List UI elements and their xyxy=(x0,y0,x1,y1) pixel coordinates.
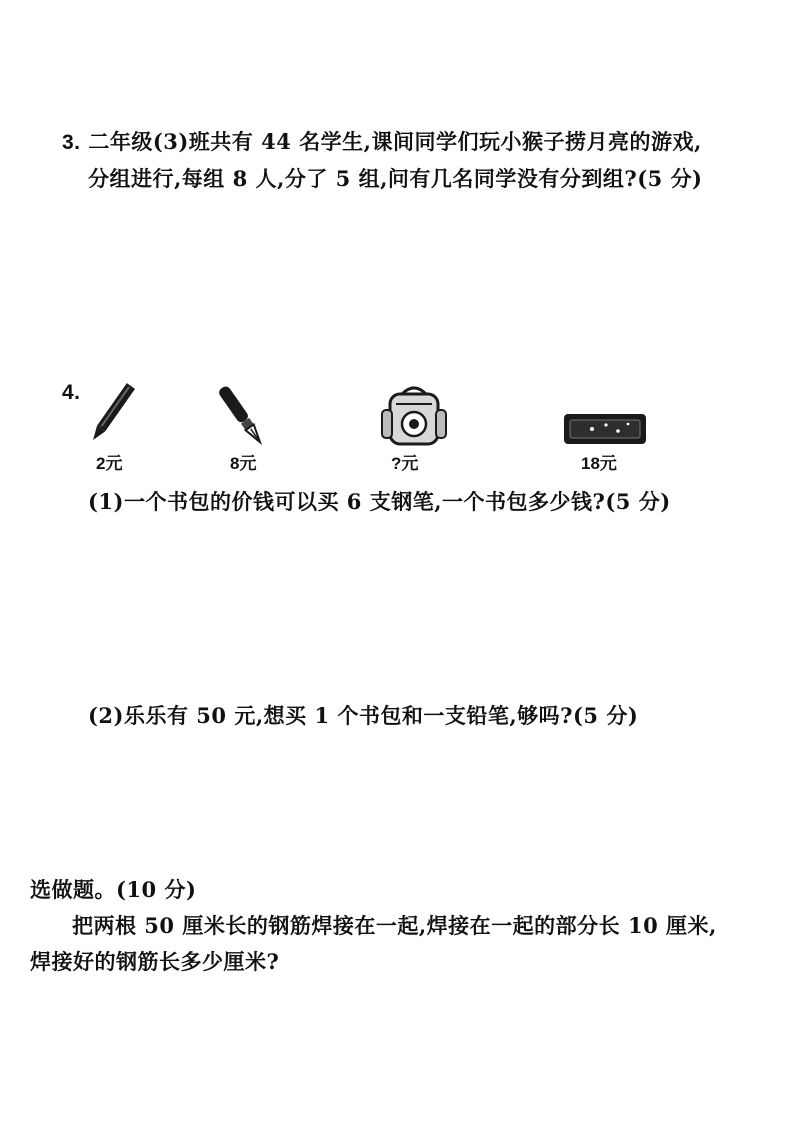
pencil-price: 2元 xyxy=(96,454,123,473)
optional-text-2: 焊接好的钢筋长多少厘米? xyxy=(30,949,280,974)
q3-number: 3. xyxy=(62,131,81,154)
optional-heading: 选做题。(10 分) xyxy=(30,877,197,902)
q4-number xyxy=(62,378,81,407)
backpack-icon xyxy=(380,382,448,448)
q4-number-label: 4. xyxy=(62,381,81,404)
q3-line-1 xyxy=(62,128,702,157)
fountain-pen-icon xyxy=(215,380,267,450)
fountain-pen-price: 8元 xyxy=(230,454,257,473)
backpack-price: ?元 xyxy=(391,454,419,473)
q3-line-2: 分组进行,每组 8 人,分了 5 组,问有几名同学没有分到组?(5 分) xyxy=(88,166,703,191)
pencil-case-icon xyxy=(562,410,648,446)
q3-text-1: 二年级(3)班共有 44 名学生,课间同学们玩小猴子捞月亮的游戏, xyxy=(88,129,702,154)
q4-sub-question-2: (2)乐乐有 50 元,想买 1 个书包和一支铅笔,够吗?(5 分) xyxy=(88,703,639,728)
pencil-case-price: 18元 xyxy=(581,454,617,473)
optional-text-1: 把两根 50 厘米长的钢筋焊接在一起,焊接在一起的部分长 10 厘米, xyxy=(72,913,717,938)
pencil-icon xyxy=(86,378,138,448)
q4-sub-question-1: (1)一个书包的价钱可以买 6 支钢笔,一个书包多少钱?(5 分) xyxy=(88,489,671,514)
